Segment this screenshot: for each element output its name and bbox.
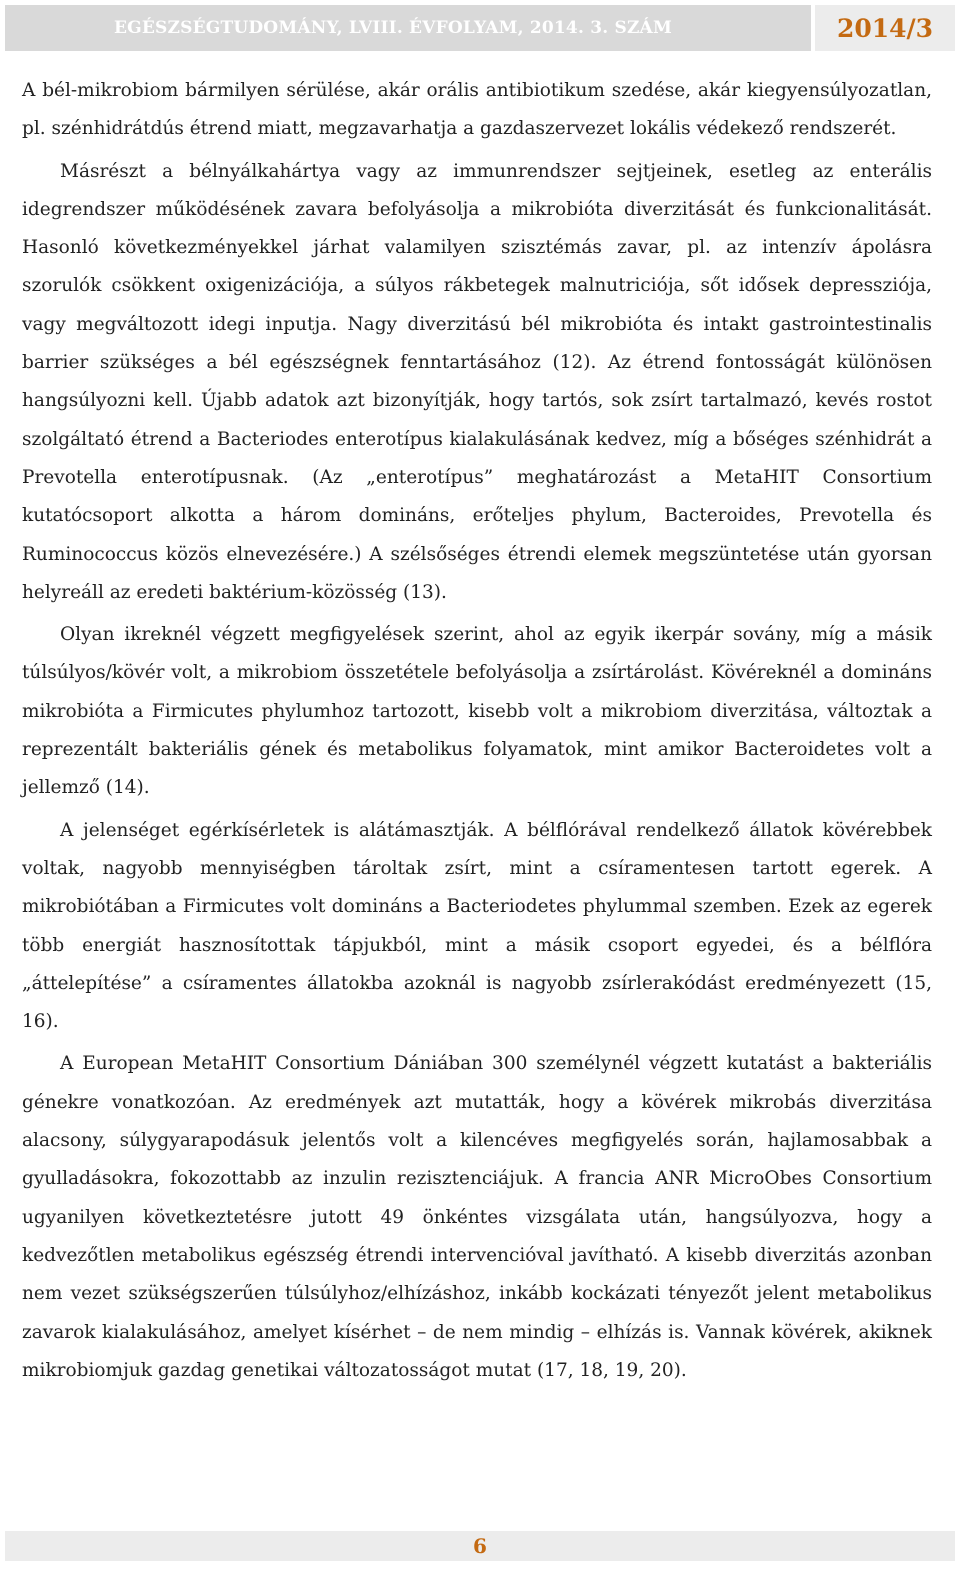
- paragraph-4: A jelenséget egérkísérletek is alátámasztják. A bélflórával rendelkező állatok kövérebbek voltak, nagyobb mennyiségben tároltak zsírt, mint a csíramentesen tartott egerek. A mikrobiótában a Firmicutes volt domináns a Bacteriodetes phylummal szemben. Ezek az egerek több energiát hasznosítottak tápjukból, mint a másik csoport egyedei, és a bélflóra „áttelepítése” a csíramentes állatokba azoknál is nagyobb zsírlerakódást eredményezett (15, 16).: [22, 819, 932, 1033]
- paragraph-2: Másrészt a bélnyálkahártya vagy az immunrendszer sejtjeinek, esetleg az enterális idegrendszer működésének zavara befolyásolja a mikrobióta diverzitását és funkcionalitását. Hasonló következményekkel járhat valamilyen szisztémás zavar, pl. az intenzív ápolásra szorulók csökkent oxigenizációja, a súlyos rákbetegek malnutriciója, sőt idősek depressziója, vagy megváltozott idegi inputja. Nagy diverzitású bél mikrobióta és intakt gastrointestinalis barrier szükséges a bél egészségnek fenntartásához (12). Az étrend fontosságát különösen hangsúlyozni kell. Újabb adatok azt bizonyítják, hogy tartós, sok zsírt tartalmazó, kevés rostot szolgáltató étrend a Bacteriodes enterotípus kialakulásának kedvez, míg a bőséges szénhidrát a Prevotella enterotípusnak. (Az „enterotípus” meghatározást a MetaHIT Consortium kutatócsoport alkotta a három domináns, erőteljes phylum, Bacteroides, Prevotella és Ruminococcus közös elnevezésére.) A szélsőséges étrendi elemek megszüntetése után gyorsan helyreáll az eredeti baktérium-közösség (13).: [22, 160, 932, 603]
- page-footer: [5, 1531, 955, 1561]
- page-header: [5, 5, 955, 51]
- paragraph-3: Olyan ikreknél végzett megfigyelések szerint, ahol az egyik ikerpár sovány, míg a másik túlsúlyos/kövér volt, a mikrobiom összetétele befolyásolja a zsírtárolást. Kövéreknél a domináns mikrobióta a Firmicutes phylumhoz tartozott, kisebb volt a mikrobiom diverzitása, változtak a reprezentált bakteriális gének és metabolikus folyamatok, mint amikor Bacteroidetes volt a jellemző (14).: [22, 624, 932, 799]
- journal-title: EGÉSZSÉGTUDOMÁNY, LVIII. ÉVFOLYAM, 2014. 3. SZÁM: [5, 5, 811, 51]
- issue-label: 2014/3: [811, 5, 955, 51]
- article-body: [22, 72, 932, 1394]
- paragraph-5: A European MetaHIT Consortium Dániában 300 személynél végzett kutatást a bakteriális génekre vonatkozóan. Az eredmények azt mutatták, hogy a kövérek mikrobás diverzitása alacsony, súlygyarapodásuk jelentős volt a kilencéves megfigyelés során, hajlamosabbak a gyulladásokra, fokozottabb az inzulin rezisztenciájuk. A francia ANR MicroObes Consortium ugyanilyen következtetésre jutott 49 önkéntes vizsgálata után, hangsúlyozva, hogy a kedvezőtlen metabolikus egészség étrendi intervencióval javítható. A kisebb diverzitás azonban nem vezet szükségszerűen túlsúlyhoz/elhízáshoz, inkább kockázati tényezőt jelent metabolikus zavarok kialakulásához, amelyet kísérhet – de nem mindig – elhízás is. Vannak kövérek, akiknek mikrobiomjuk gazdag genetikai változatosságot mutat (17, 18, 19, 20).: [22, 1053, 932, 1381]
- paragraph-1: A bél-mikrobiom bármilyen sérülése, akár orális antibiotikum szedése, akár kiegyensúlyozatlan, pl. szénhidrátdús étrend miatt, megzavarhatja a gazdaszervezet lokális védekező rendszerét.: [22, 80, 932, 140]
- page-number: 6: [473, 1534, 487, 1558]
